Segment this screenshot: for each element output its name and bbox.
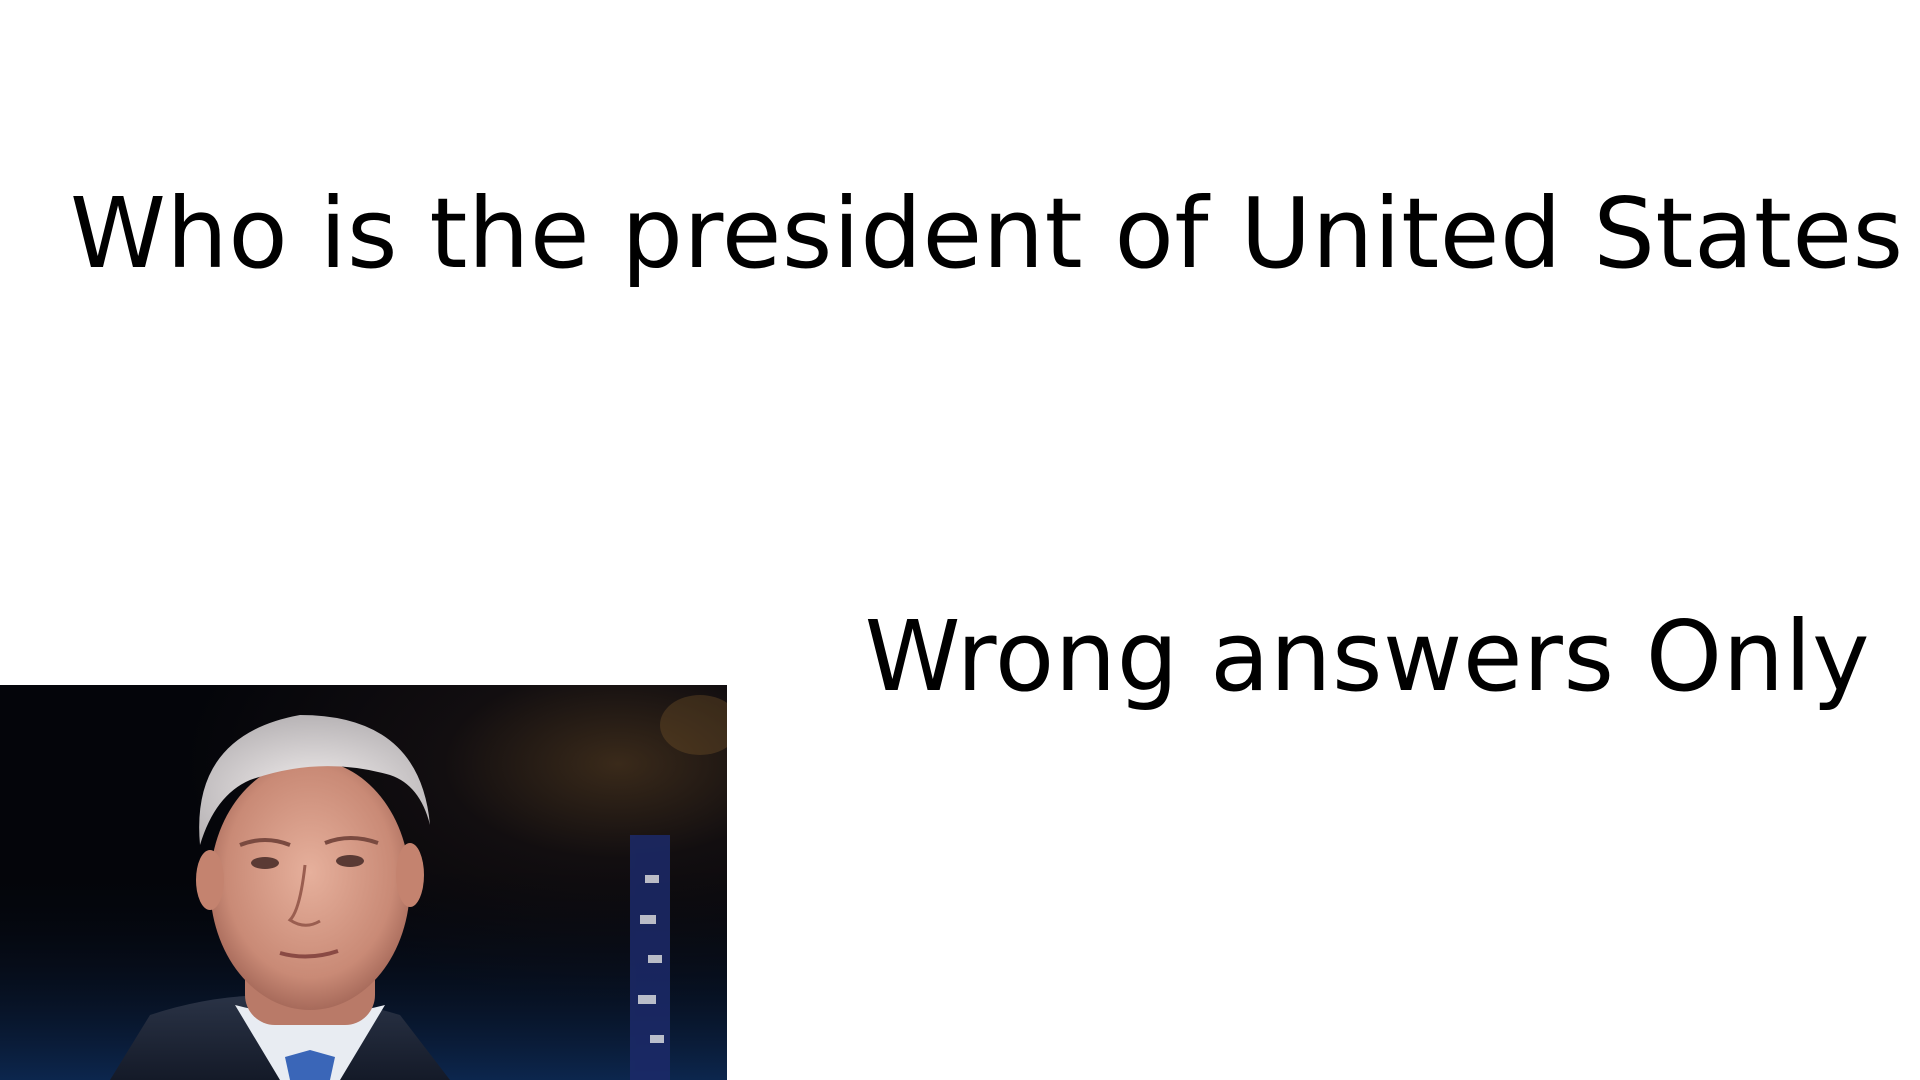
meme-prompt-text: Wrong answers Only <box>864 600 1870 713</box>
meme-question-text: Who is the president of United States <box>70 177 1904 290</box>
portrait-illustration <box>0 685 727 1080</box>
flag-shape <box>630 835 670 1080</box>
portrait-photo <box>0 685 727 1080</box>
